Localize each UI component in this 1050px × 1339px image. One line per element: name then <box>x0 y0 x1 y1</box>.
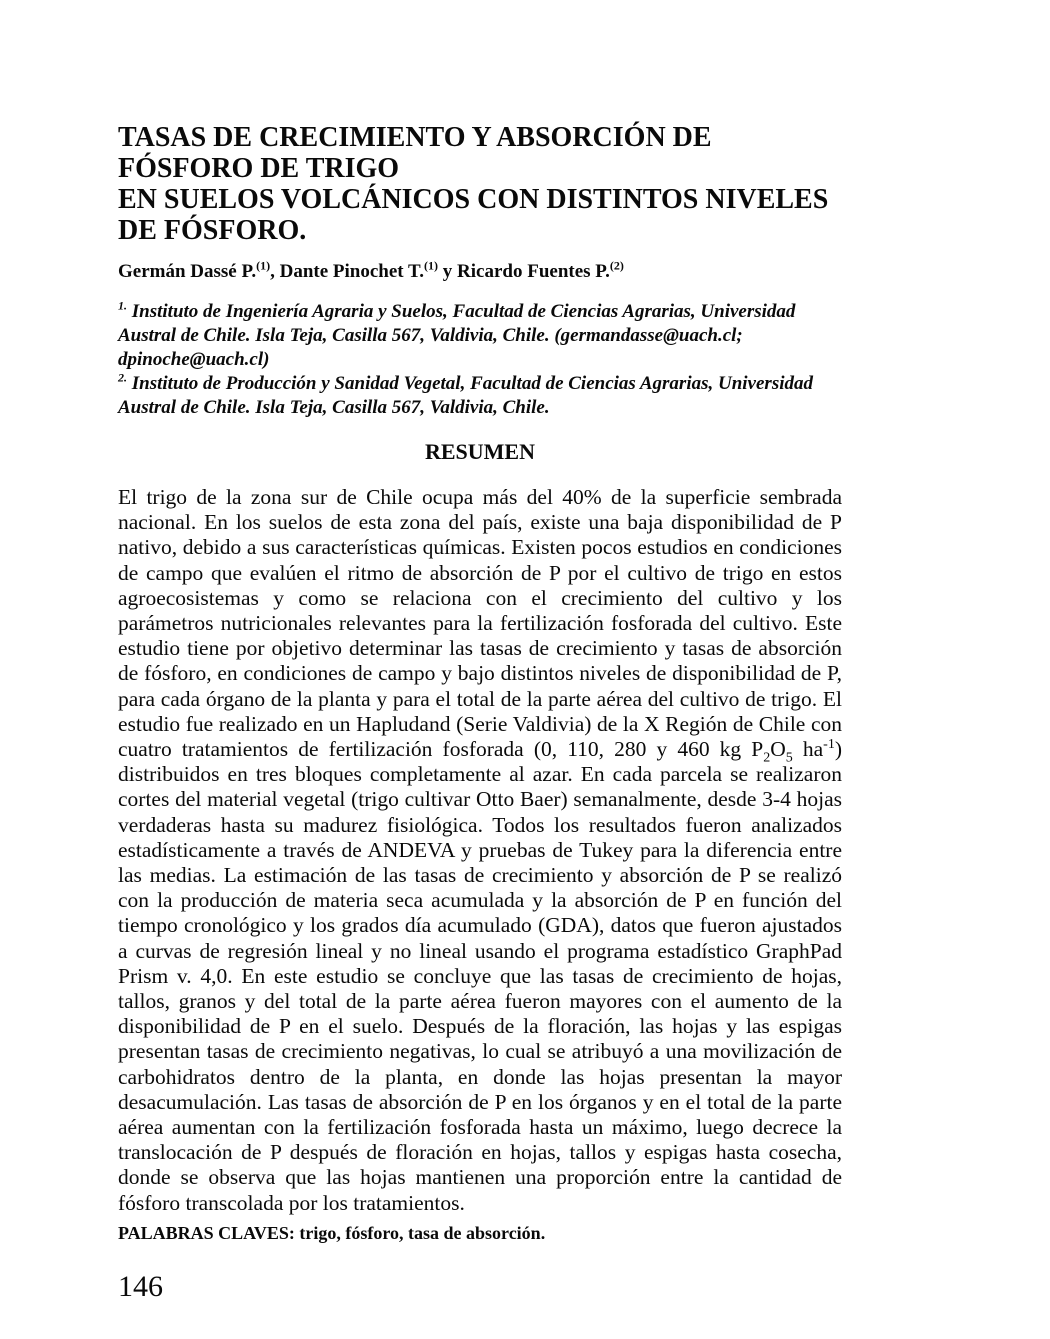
abstract-subscript-o5: 5 <box>785 750 793 766</box>
affiliation-1-marker: 1. <box>118 298 127 313</box>
section-heading-resumen: RESUMEN <box>424 439 535 464</box>
abstract-text-2: O <box>770 737 786 762</box>
author-name-1: Germán Dassé P. <box>118 261 257 282</box>
affiliation-2-marker: 2. <box>118 370 127 385</box>
abstract-text-4: ) distribuidos en tres bloques completamente al azar. En cada parcela se realizaron cortes del material vegetal (trigo cultivar Otto Baer) semanalmente, desde 3-4 hojas verdaderas hasta su madurez fisiológica. Todos los resultados fueron analizados estadísticamente a través de ANDEVA y pruebas de Tukey para la diferencia entre las medias. La estimación de las tasas de crecimiento y absorción de P se realizó con la producción de materia seca acumulada y la absorción de P en función del tiempo cronológico y los grados día acumulado (GDA), datos que fueron ajustados a curvas de regresión lineal y no lineal usando el programa estadístico GraphPad Prism v. 4,0. En este estudio se concluye que las tasas de crecimiento de hojas, tallos, granos y del total de la parte aérea fueron mayores con el aumento de la disponibilidad de P en el suelo. Después de la floración, las hojas y las espigas presentan tasas de crecimiento negativas, lo cual se atribuyó a una movilización de carbohidratos dentro de la planta, en donde las hojas presentan la mayor desacumulación. Las tasas de absorción de P en los órganos y en el total de la parte aérea aumentan con la fertilización fosforada hasta un máximo, luego decrece la translocación de P después de floración en hojas, tallos y espigas hasta cosecha, donde se observa que las hojas mantienen una proporción entre la cantidad de fósforo transcolada por los tratamientos. <box>118 737 843 1215</box>
paper-title-line-2: EN SUELOS VOLCÁNICOS CON DISTINTOS NIVELES DE FÓSFORO. <box>118 184 829 246</box>
page-number: 146 <box>118 1269 163 1303</box>
abstract-superscript-ha: -1 <box>823 736 835 752</box>
affiliation-2 <box>118 372 842 420</box>
abstract-paragraph <box>118 485 842 1216</box>
affiliation-1-text: Instituto de Ingeniería Agraria y Suelos, Facultad de Ciencias Agrarias, Universidad Austral de Chile. Isla Teja, Casilla 567, Valdivia, Chile. (germandasse@uach.cl; dpinoche@uach.cl) <box>118 301 796 370</box>
affiliation-1 <box>118 300 842 372</box>
abstract-text-3: ha <box>792 737 824 762</box>
paper-title-line-1: TASAS DE CRECIMIENTO Y ABSORCIÓN DE FÓSFORO DE TRIGO <box>118 122 712 184</box>
author-affiliation-marker-1: (1) <box>256 258 271 273</box>
author-affiliation-marker-2: (1) <box>424 258 439 273</box>
affiliations-block <box>118 300 842 420</box>
author-name-2: , Dante Pinochet T. <box>270 261 425 282</box>
author-name-3: y Ricardo Fuentes P. <box>438 261 610 282</box>
authors-line <box>118 260 842 284</box>
abstract-text-1: El trigo de la zona sur de Chile ocupa más del 40% de la superficie sembrada nacional. En los suelos de esta zona del país, existe una baja disponibilidad de P nativo, debido a sus características químicas. Existen pocos estudios en condiciones de campo que evalúen el ritmo de absorción de P por el cultivo de trigo en estos agroecosistemas y como se relaciona con el crecimiento del cultivo y los parámetros nutricionales relevantes para la fertilización fosforada del cultivo. Este estudio tiene por objetivo determinar las tasas de crecimiento y tasas de absorción de fósforo, en condiciones de campo y bajo distintos niveles de disponibilidad de P, para cada órgano de la planta y para el total de la parte aérea del cultivo de trigo. El estudio fue realizado en un Hapludand (Serie Valdivia) de la X Región de Chile con cuatro tratamientos de fertilización fosforada (0, 110, 280 y 460 kg P <box>118 485 842 762</box>
keywords-line: PALABRAS CLAVES: trigo, fósforo, tasa de absorción. <box>118 1222 546 1243</box>
abstract-subscript-p2: 2 <box>763 750 771 766</box>
paper-title <box>118 122 842 246</box>
affiliation-2-text: Instituto de Producción y Sanidad Vegetal, Facultad de Ciencias Agrarias, Universidad Austral de Chile. Isla Teja, Casilla 567, Valdivia, Chile. <box>118 373 813 418</box>
author-affiliation-marker-3: (2) <box>609 258 624 273</box>
